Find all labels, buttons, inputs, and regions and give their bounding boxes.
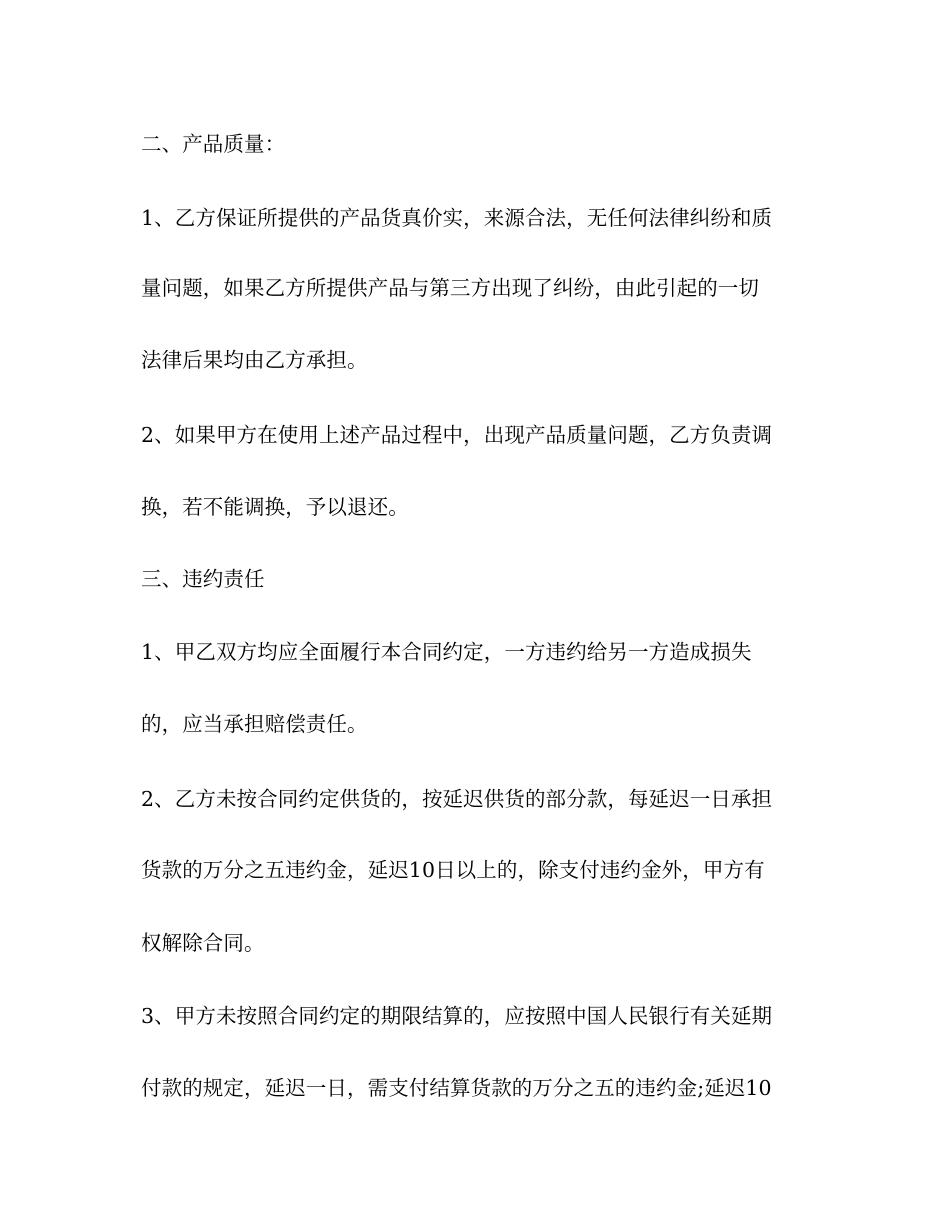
text-line: 付款的规定，延迟一日，需支付结算货款的万分之五的违约金;延迟10: [141, 1076, 772, 1100]
text-line: 1、甲乙双方均应全面履行本合同约定，一方违约给另一方造成损失: [141, 640, 752, 664]
text-line: 量问题，如果乙方所提供产品与第三方出现了纠纷，由此引起的一切: [141, 276, 759, 300]
text-line: 2、乙方未按合同约定供货的，按延迟供货的部分款，每延迟一日承担: [141, 787, 773, 811]
section-heading-liability: 三、违约责任: [141, 567, 265, 591]
text-line: 换，若不能调换，予以退还。: [141, 495, 409, 519]
text-line: 权解除合同。: [141, 931, 265, 955]
section-heading-product-quality: 二、产品质量：: [141, 132, 286, 156]
text-line: 的，应当承担赔偿责任。: [141, 712, 368, 736]
text-line: 2、如果甲方在使用上述产品过程中，出现产品质量问题，乙方负责调: [141, 423, 773, 447]
text-line: 货款的万分之五违约金，延迟10日以上的，除支付违约金外，甲方有: [141, 858, 765, 882]
text-line: 3、甲方未按照合同约定的期限结算的，应按照中国人民银行有关延期: [141, 1004, 773, 1028]
text-line: 1、乙方保证所提供的产品货真价实，来源合法，无任何法律纠纷和质: [141, 206, 773, 230]
text-line: 法律后果均由乙方承担。: [141, 348, 368, 372]
